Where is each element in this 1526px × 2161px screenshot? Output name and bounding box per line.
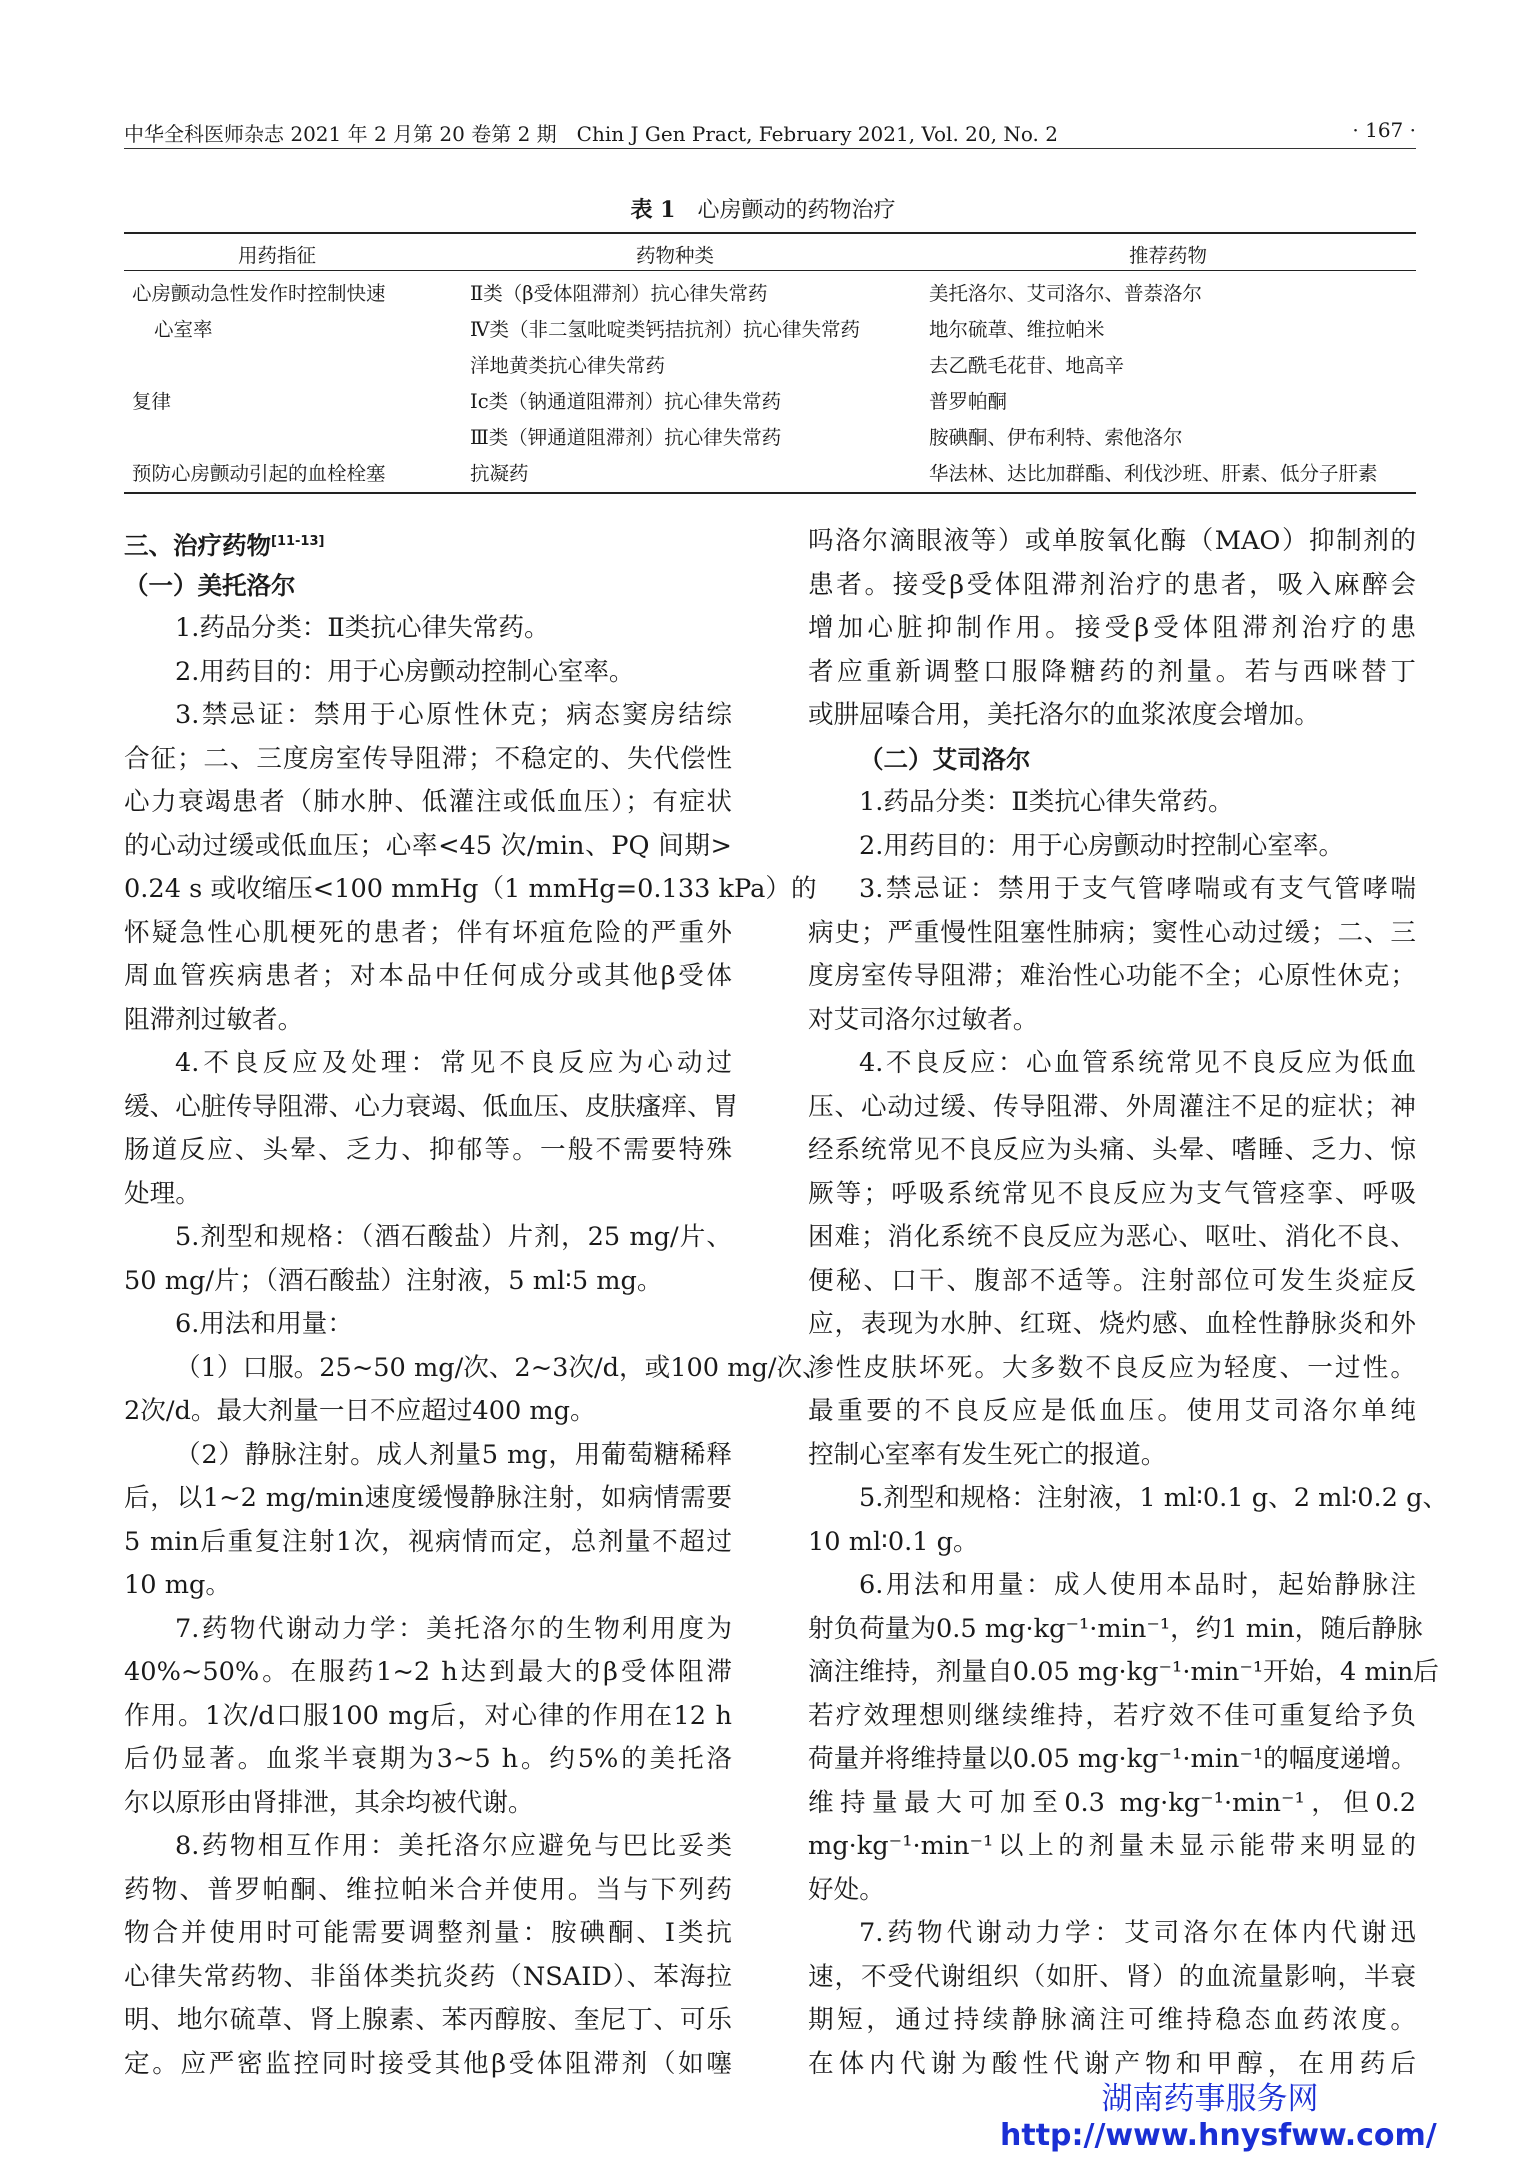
left-column-line (124, 1695, 732, 1739)
line-text: 2次/d。最大剂量一日不应超过400 mg。 (124, 1396, 596, 1426)
left-column-line (124, 955, 732, 999)
line-text: 周血管疾病患者；对本品中任何成分或其他β受体 (124, 961, 732, 991)
right-column-line (808, 781, 1416, 825)
right-column-line (808, 1825, 1416, 1869)
line-text: 1.药品分类：Ⅱ类抗心律失常药。 (859, 787, 1234, 817)
left-column-line (124, 694, 732, 738)
line-text: 2.用药目的：用于心房颤动控制心室率。 (175, 656, 635, 687)
left-column-line (124, 1825, 732, 1869)
right-column-line (808, 1956, 1416, 2000)
right-column-line (808, 1999, 1416, 2043)
line-text: （一）美托洛尔 (124, 570, 296, 600)
line-text: 便秘、口干、腹部不适等。注射部位可发生炎症反 (808, 1265, 1416, 1296)
line-text: 10 ml∶0.1 g。 (808, 1526, 979, 1557)
line-text: 阻滞剂过敏者。 (124, 1004, 304, 1035)
line-text: 5.剂型和规格：（酒石酸盐）片剂，25 mg/片、 (175, 1222, 732, 1252)
right-column-line (808, 1260, 1416, 1304)
right-column-line (808, 738, 1416, 782)
left-column-line (124, 1912, 732, 1956)
line-text: 1.药品分类：Ⅱ类抗心律失常药。 (175, 613, 550, 643)
cell-drugs: 胺碘酮、伊布利特、索他洛尔 (929, 426, 1183, 449)
left-column-line (124, 781, 732, 825)
left-column-line (124, 1564, 732, 1608)
left-column-line (124, 607, 732, 651)
right-column-line (808, 1086, 1416, 1130)
right-column-line (808, 1347, 1416, 1391)
line-text: 滴注维持，剂量自0.05 mg·kg⁻¹·min⁻¹开始，4 min后 (808, 1657, 1439, 1687)
line-text: 对艾司洛尔过敏者。 (808, 1004, 1039, 1035)
line-text: 三、治疗药物 (124, 531, 271, 561)
right-column-line (808, 1434, 1416, 1478)
right-column-line (808, 1608, 1423, 1652)
line-text: 度房室传导阻滞；难治性心功能不全；心原性休克； (808, 961, 1416, 991)
line-text: 在体内代谢为酸性代谢产物和甲醇，在用药后 (808, 2048, 1416, 2079)
right-column-line (808, 1912, 1416, 1956)
right-column-line (808, 825, 1416, 869)
line-text: 好处。 (808, 1874, 885, 1905)
table-caption (0, 193, 1526, 224)
left-column-line (124, 1477, 732, 1521)
left-column-line (124, 1999, 732, 2043)
watermark (1000, 2080, 1437, 2154)
left-column-line (124, 1216, 732, 1260)
cell-indication: 预防心房颤动引起的血栓栓塞 (132, 462, 386, 485)
line-text: 40%~50%。在服药1~2 h达到最大的β受体阻滞 (124, 1657, 732, 1687)
line-text: 病史；严重慢性阻塞性肺病；窦性心动过缓；二、三 (808, 917, 1416, 948)
cell-drugs: 美托洛尔、艾司洛尔、普萘洛尔 (929, 282, 1203, 305)
line-text: 患者。接受β受体阻滞剂治疗的患者，吸入麻醉会 (808, 569, 1416, 600)
cell-drugs: 华法林、达比加群酯、利伐沙班、肝素、低分子肝素 (929, 462, 1378, 485)
cell-drug-class: Ⅰc类（钠通道阻滞剂）抗心律失常药 (470, 390, 782, 413)
line-text: （2）静脉注射。成人剂量5 mg，用葡萄糖稀释 (175, 1439, 732, 1470)
line-text: 最重要的不良反应是低血压。使用艾司洛尔单纯 (808, 1396, 1416, 1426)
right-column-line (808, 694, 1416, 738)
cell-drug-class: 抗凝药 (470, 462, 529, 485)
left-column-line (124, 825, 732, 869)
cell-drug-class: Ⅱ类（β受体阻滞剂）抗心律失常药 (470, 282, 768, 305)
left-column-line (124, 1129, 732, 1173)
line-text: 困难；消化系统不良反应为恶心、呕吐、消化不良、 (808, 1222, 1416, 1252)
line-text: 5.剂型和规格：注射液，1 ml∶0.1 g、2 ml∶0.2 g、 (859, 1483, 1449, 1513)
right-column-line (808, 868, 1416, 912)
line-text: 荷量并将维持量以0.05 mg·kg⁻¹·min⁻¹的幅度递增。 (808, 1744, 1417, 1774)
line-text: 压、心动过缓、传导阻滞、外周灌注不足的症状；神 (808, 1091, 1416, 1122)
line-text: 期短，通过持续静脉滴注可维持稳态血药浓度。 (808, 2005, 1416, 2035)
col-header-indication: 用药指征 (238, 244, 317, 267)
left-column-line (124, 1042, 732, 1086)
left-column-line (124, 1782, 732, 1826)
left-text-column (124, 520, 828, 2086)
line-text: 药物、普罗帕酮、维拉帕米合并使用。当与下列药 (124, 1874, 732, 1905)
line-text: 缓、心脏传导阻滞、心力衰竭、低血压、皮肤瘙痒、胃 (124, 1091, 739, 1122)
right-column-line (808, 1738, 1416, 1782)
line-text: 6.用法和用量： (175, 1309, 353, 1339)
right-column-line (808, 912, 1416, 956)
line-text: 射负荷量为0.5 mg·kg⁻¹·min⁻¹，约1 min，随后静脉 (808, 1613, 1423, 1644)
left-column-line (124, 1651, 732, 1695)
left-column-line (124, 912, 732, 956)
running-header (124, 114, 1416, 150)
left-column-line (124, 1390, 732, 1434)
line-text: 10 mg。 (124, 1570, 231, 1600)
right-column-line (808, 651, 1416, 695)
left-column-line (124, 1521, 732, 1565)
left-column-line (124, 564, 732, 608)
cell-drugs: 普罗帕酮 (929, 390, 1008, 413)
left-column-line (124, 738, 732, 782)
right-column-line (808, 1564, 1416, 1608)
line-text: 处理。 (124, 1178, 201, 1209)
left-column-line (124, 1347, 828, 1391)
table-title: 心房颤动的药物治疗 (697, 198, 896, 223)
line-text: 维持量最大可加至0.3 mg·kg⁻¹·min⁻¹，但0.2 (808, 1787, 1416, 1818)
line-text: 3.禁忌证：禁用于心原性休克；病态窦房结综 (175, 700, 732, 730)
left-column-line (124, 1608, 732, 1652)
right-column-line (808, 1477, 1449, 1521)
line-text: 物合并使用时可能需要调整剂量：胺碘酮、Ⅰ类抗 (124, 1918, 732, 1948)
left-column-line (124, 1303, 732, 1347)
left-column-line (124, 1260, 732, 1304)
line-text: 7.药物代谢动力学：美托洛尔的生物利用度为 (175, 1613, 732, 1644)
line-text: 作用。1次/d口服100 mg后，对心律的作用在12 h (124, 1700, 732, 1731)
right-column-line (808, 607, 1416, 651)
line-text: 速，不受代谢组织（如肝、肾）的血流量影响，半衰 (808, 1961, 1416, 1992)
right-column-line (808, 1173, 1416, 1217)
cell-indication: 复律 (132, 390, 172, 413)
journal-info: 中华全科医师杂志 2021 年 2 月第 20 卷第 2 期 Chin J Gen Pract, February 2021, Vol. 20, No. 2 (124, 122, 1058, 146)
cell-drug-class: Ⅲ类（钾通道阻滞剂）抗心律失常药 (470, 426, 782, 449)
left-column-line (124, 868, 817, 912)
line-text: 2.用药目的：用于心房颤动时控制心室率。 (859, 830, 1345, 861)
line-text: 后仍显著。血浆半衰期为3~5 h。约5%的美托洛 (124, 1744, 732, 1774)
line-text: 应，表现为水肿、红斑、烧灼感、血栓性静脉炎和外 (808, 1309, 1416, 1339)
line-text: 6.用法和用量：成人使用本品时，起始静脉注 (859, 1570, 1416, 1600)
cell-indication: 心房颤动急性发作时控制快速 (132, 282, 386, 305)
right-column-line (808, 564, 1416, 608)
right-column-line (808, 1216, 1416, 1260)
left-column-line (124, 1869, 732, 1913)
col-header-drugs: 推荐药物 (1129, 244, 1208, 267)
citation-superscript: [11-13] (271, 534, 325, 549)
line-text: （1）口服。25~50 mg/次、2~3次/d，或100 mg/次、 (175, 1352, 828, 1383)
right-column-line (808, 1129, 1416, 1173)
left-column-line (124, 1738, 732, 1782)
line-text: 3.禁忌证：禁用于支气管哮喘或有支气管哮喘 (859, 874, 1416, 904)
line-text: 4.不良反应及处理：常见不良反应为心动过 (175, 1048, 732, 1078)
cell-drug-class: 洋地黄类抗心律失常药 (470, 354, 666, 377)
cell-indication: 心室率 (154, 318, 213, 341)
line-text: mg·kg⁻¹·min⁻¹以上的剂量未显示能带来明显的 (808, 1831, 1416, 1861)
line-text: 定。应严密监控同时接受其他β受体阻滞剂（如噻 (124, 2048, 732, 2079)
left-column-line (124, 651, 732, 695)
left-column-line (124, 2043, 732, 2087)
line-text: 后，以1~2 mg/min速度缓慢静脉注射，如病情需要 (124, 1483, 732, 1513)
right-column-line (808, 1869, 1416, 1913)
line-text: 8.药物相互作用：美托洛尔应避免与巴比妥类 (175, 1831, 732, 1861)
right-text-column (808, 520, 1449, 2086)
page-number: · 167 · (1352, 118, 1416, 142)
table-header-row (124, 234, 1416, 271)
watermark-url[interactable]: http://www.hnysfww.com/ (1000, 2118, 1437, 2153)
drug-therapy-table (124, 232, 1416, 494)
right-column-line (808, 1303, 1416, 1347)
line-text: 合征；二、三度房室传导阻滞；不稳定的、失代偿性 (124, 743, 732, 774)
line-text: 怀疑急性心肌梗死的患者；伴有坏疽危险的严重外 (124, 917, 732, 948)
line-text: 0.24 s 或收缩压<100 mmHg（1 mmHg=0.133 kPa）的 (124, 874, 817, 904)
right-column-line (808, 1521, 1416, 1565)
right-column-line (808, 520, 1416, 564)
right-column-line (808, 1390, 1416, 1434)
right-column-line (808, 1042, 1416, 1086)
line-text: 5 min后重复注射1次，视病情而定，总剂量不超过 (124, 1526, 732, 1557)
left-column-line (124, 999, 732, 1043)
line-text: 控制心室率有发生死亡的报道。 (808, 1439, 1167, 1470)
line-text: 或肼屈嗪合用，美托洛尔的血浆浓度会增加。 (808, 700, 1320, 730)
line-text: 心力衰竭患者（肺水肿、低灌注或低血压）；有症状 (124, 787, 732, 817)
line-text: 增加心脏抑制作用。接受β受体阻滞剂治疗的患 (808, 613, 1416, 643)
cell-drug-class: Ⅳ类（非二氢吡啶类钙拮抗剂）抗心律失常药 (470, 318, 860, 341)
right-column-line (808, 1782, 1416, 1826)
right-column-line (808, 1695, 1416, 1739)
left-column-line (124, 1434, 732, 1478)
left-column-line (124, 520, 732, 564)
line-text: 肠道反应、头晕、乏力、抑郁等。一般不需要特殊 (124, 1135, 732, 1165)
line-text: 若疗效理想则继续维持，若疗效不佳可重复给予负 (808, 1700, 1416, 1731)
right-column-line (808, 955, 1416, 999)
line-text: 渗性皮肤坏死。大多数不良反应为轻度、一过性。 (808, 1352, 1416, 1383)
line-text: 的心动过缓或低血压；心率<45 次/min、PQ 间期> (124, 830, 732, 861)
line-text: 50 mg/片；（酒石酸盐）注射液，5 ml∶5 mg。 (124, 1265, 663, 1296)
line-text: 明、地尔硫䓬、肾上腺素、苯丙醇胺、奎尼丁、可乐 (124, 2005, 732, 2035)
watermark-site-name: 湖南药事服务网 (1101, 2081, 1319, 2117)
table-label: 表 1 (630, 197, 676, 223)
line-text: 7.药物代谢动力学：艾司洛尔在体内代谢迅 (859, 1918, 1416, 1948)
line-text: 厥等；呼吸系统常见不良反应为支气管痉挛、呼吸 (808, 1178, 1416, 1209)
left-column-line (124, 1173, 732, 1217)
line-text: 经系统常见不良反应为头痛、头晕、嗜睡、乏力、惊 (808, 1135, 1416, 1165)
cell-drugs: 地尔硫䓬、维拉帕米 (929, 318, 1105, 341)
line-text: （二）艾司洛尔 (859, 744, 1031, 774)
line-text: 4.不良反应：心血管系统常见不良反应为低血 (859, 1048, 1416, 1078)
line-text: 吗洛尔滴眼液等）或单胺氧化酶（MAO）抑制剂的 (808, 526, 1416, 556)
line-text: 者应重新调整口服降糖药的剂量。若与西咪替丁 (808, 656, 1416, 687)
right-column-line (808, 1651, 1439, 1695)
cell-drugs: 去乙酰毛花苷、地高辛 (929, 354, 1125, 377)
left-column-line (124, 1086, 739, 1130)
line-text: 尔以原形由肾排泄，其余均被代谢。 (124, 1787, 534, 1818)
right-column-line (808, 999, 1416, 1043)
col-header-drug-class: 药物种类 (636, 244, 715, 267)
left-column-line (124, 1956, 732, 2000)
line-text: 心律失常药物、非甾体类抗炎药（NSAID）、苯海拉 (124, 1961, 732, 1992)
header-rule (124, 148, 1416, 149)
